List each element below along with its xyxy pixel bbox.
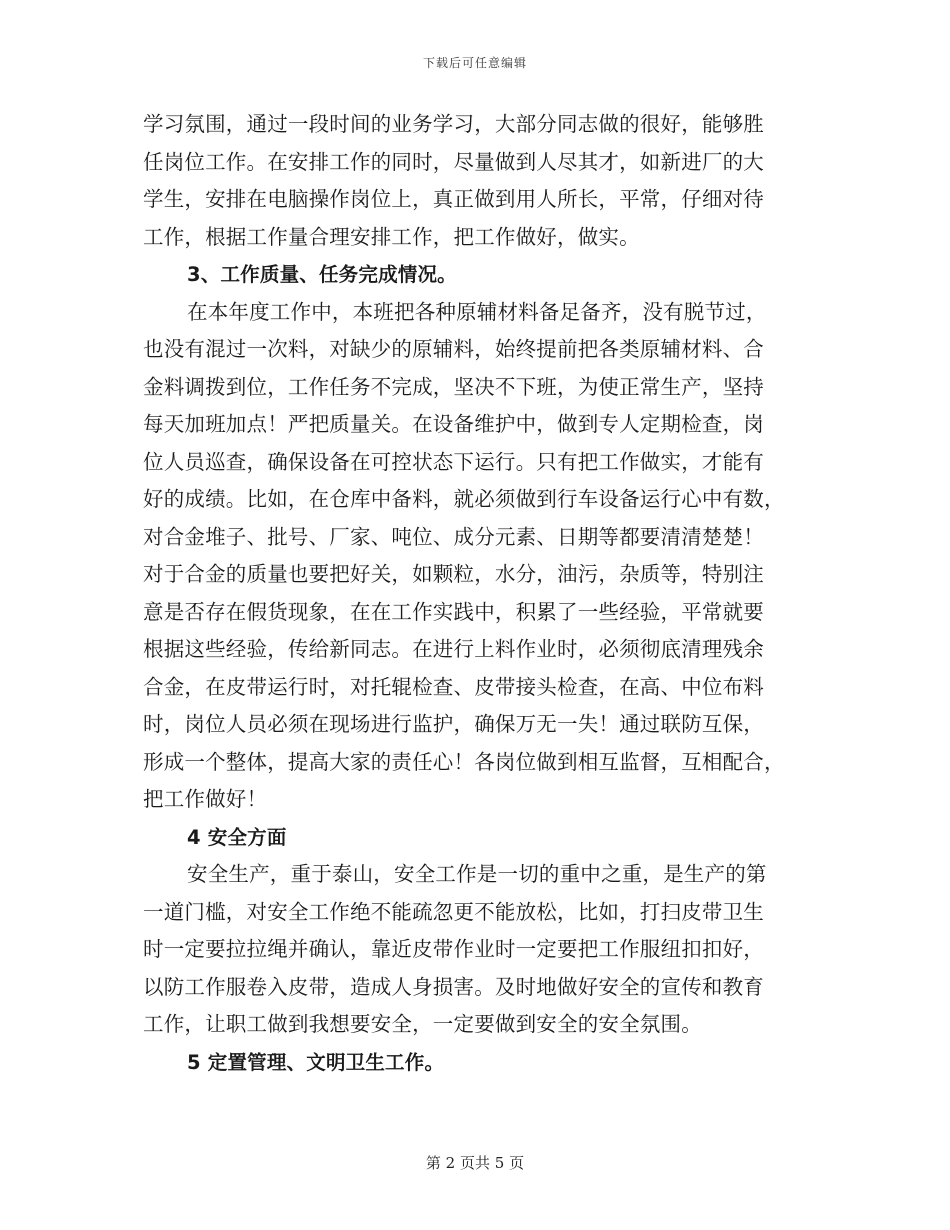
paragraph-line: 时一定要拉拉绳并确认，靠近皮带作业时一定要把工作服纽扣扣好， [143,937,764,961]
paragraph-line: 一道门槛，对安全工作绝不能疏忽更不能放松，比如，打扫皮带卫生 [143,899,764,924]
paragraph-line: 工作，让职工做到我想要安全，一定要做到安全的安全氛围。 [143,1012,702,1036]
paragraph-line: 时，岗位人员必须在现场进行监护，确保万无一失！通过联防互保， [143,712,764,736]
paragraph-line: 任岗位工作。在安排工作的同时，尽量做到人尽其才，如新进厂的大 [143,149,764,174]
document-body [143,106,808,1081]
paragraph-line: 安全生产，重于泰山，安全工作是一切的重中之重，是生产的第 [187,862,767,886]
page-header-note: 下载后可任意编辑 [422,56,527,70]
paragraph-line: 合金，在皮带运行时，对托辊检查、皮带接头检查，在高、中位布料 [143,674,764,699]
paragraph-line: 对于合金的质量也要把好关，如颗粒，水分，油污，杂质等，特别注 [143,562,764,586]
paragraph-line: 学习氛围，通过一段时间的业务学习，大部分同志做的很好，能够胜 [143,112,764,136]
paragraph-line: 根据这些经验，传给新同志。在进行上料作业时，必须彻底清理残余 [143,637,764,661]
page-number: 第 2 页共 5 页 [425,1154,525,1172]
paragraph-line: 形成一个整体，提高大家的责任心！各岗位做到相互监督，互相配合， [143,749,785,774]
paragraph-line: 对合金堆子、批号、厂家、吨位、成分元素、日期等都要清清楚楚！ [143,524,764,549]
section-heading-3: 3、工作质量、任务完成情况。 [187,263,457,286]
paragraph-line: 学生，安排在电脑操作岗位上，真正做到用人所长，平常，仔细对待 [143,187,764,211]
paragraph-line: 意是否存在假货现象，在在工作实践中，积累了一些经验，平常就要 [143,599,764,624]
paragraph-line: 位人员巡查，确保设备在可控状态下运行。只有把工作做实，才能有 [143,449,764,474]
paragraph-line: 以防工作服卷入皮带，造成人身损害。及时地做好安全的宣传和教育 [143,974,764,999]
paragraph-line: 每天加班加点！严把质量关。在设备维护中，做到专人定期检查，岗 [143,412,764,436]
paragraph-line: 工作，根据工作量合理安排工作，把工作做好，做实。 [143,224,640,249]
paragraph-line: 把工作做好！ [143,787,268,811]
paragraph-line: 也没有混过一次料，对缺少的原辅料，始终提前把各类原辅材料、合 [143,337,764,361]
paragraph-line: 在本年度工作中，本班把各种原辅材料备足备齐，没有脱节过， [187,299,767,324]
section-heading-4: 4 安全方面 [187,825,287,849]
paragraph-line: 金料调拨到位，工作任务不完成，坚决不下班，为使正常生产，坚持 [143,374,764,399]
paragraph-line: 好的成绩。比如，在仓库中备料，就必须做到行车设备运行心中有数， [143,487,785,511]
section-heading-5: 5 定置管理、文明卫生工作。 [187,1050,445,1074]
